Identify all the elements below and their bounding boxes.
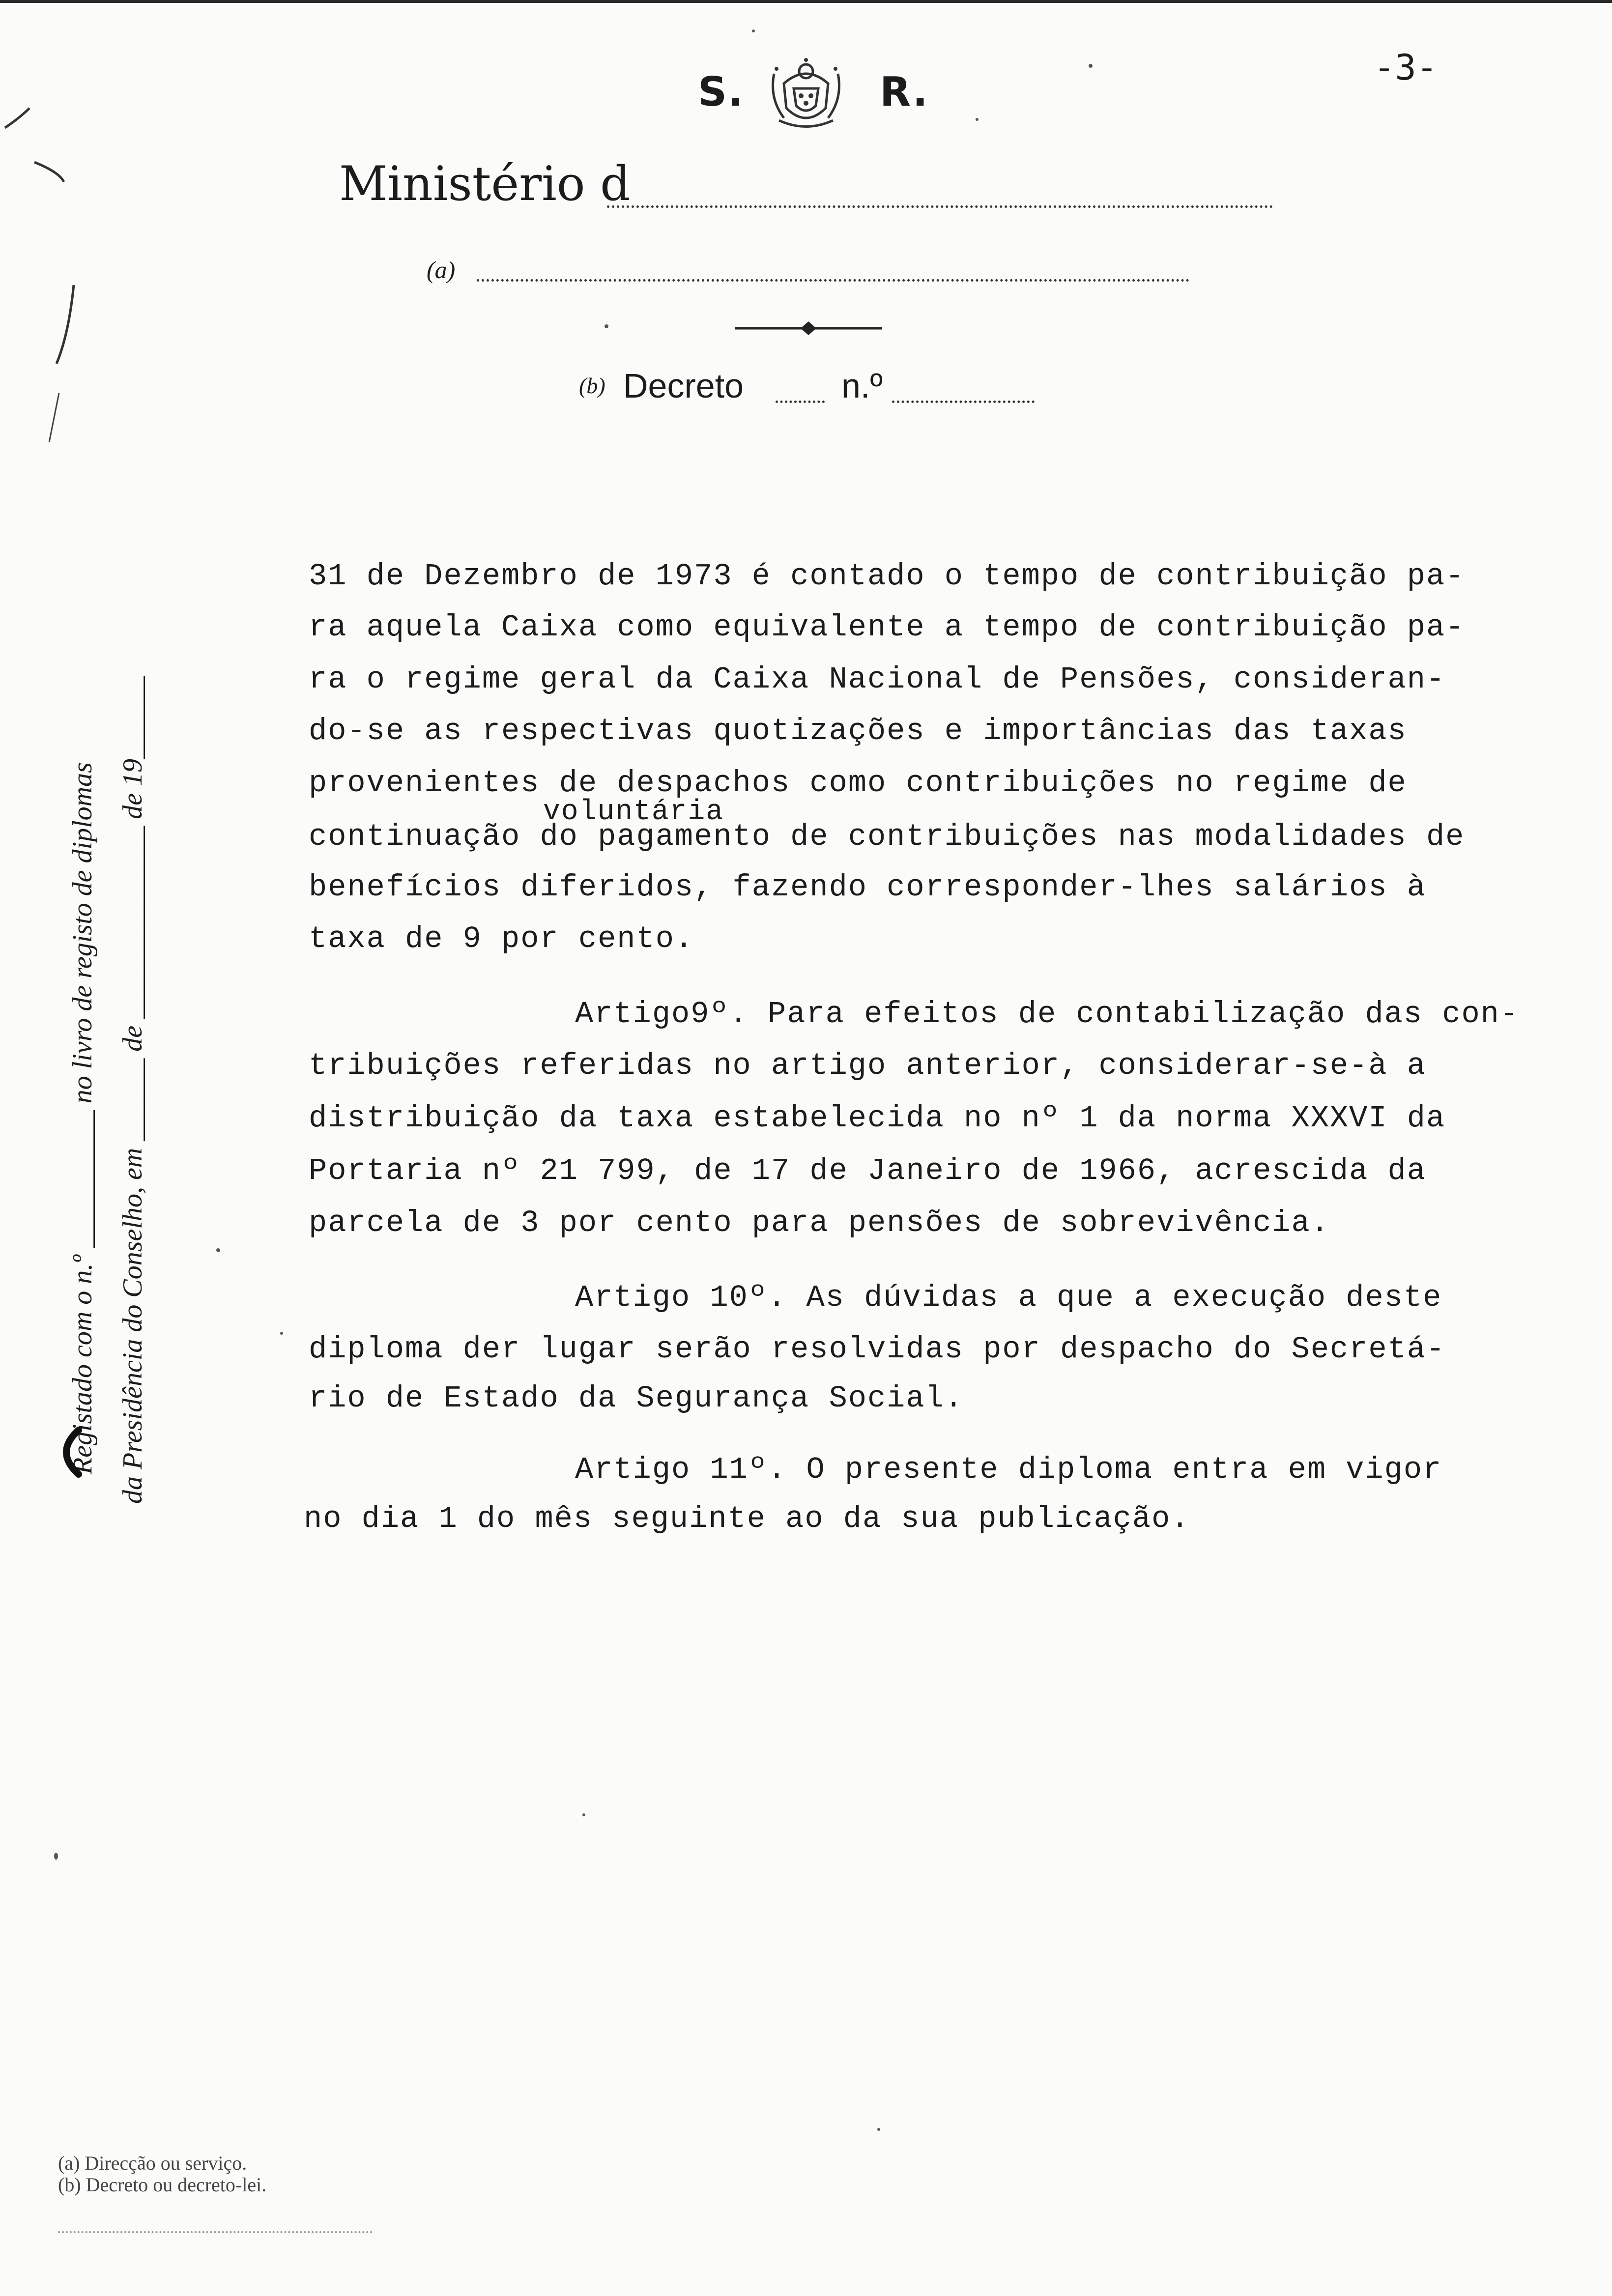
print-code-smudge [58, 2226, 373, 2233]
ministry-label: Ministério d [339, 156, 631, 211]
speck [752, 29, 755, 32]
body-line: parcela de 3 por cento para pensões de sobrevivência. [309, 1205, 1330, 1240]
header-letter-s: S. [698, 69, 745, 115]
article-11-heading-line: Artigo 11º. O presente diploma entra em vigor [575, 1452, 1442, 1487]
body-line: ra aquela Caixa como equivalente a tempo de contribuição pa- [309, 610, 1465, 645]
speck [54, 1853, 58, 1860]
body-line: provenientes de despachos como contribuições no regime de [309, 766, 1407, 801]
article-9-heading-line: Artigo9º. Para efeitos de contabilização das con- [575, 997, 1520, 1032]
body-line: rio de Estado da Segurança Social. [309, 1381, 964, 1416]
body-line: ra o regime geral da Caixa Nacional de Pensões, consideran- [309, 662, 1446, 697]
margin-registration-line: Registado com o n.º __________ no livro de registo de diplomas [67, 762, 98, 1474]
speck [280, 1332, 283, 1335]
article-10-heading-line: Artigo 10º. As dúvidas a que a execução deste [575, 1280, 1442, 1315]
marker-b: (b) [579, 373, 605, 398]
header-letter-r: R. [880, 69, 929, 115]
body-line: 31 de Dezembro de 1973 é contado o tempo de contribuição pa- [309, 559, 1465, 594]
decree-label: Decreto [623, 367, 744, 405]
body-line: no dia 1 do mês seguinte ao da sua publicação. [304, 1501, 1190, 1536]
body-line: tribuições referidas no artigo anterior, considerar-se-à a [309, 1048, 1426, 1083]
body-line: continuação do pagamento de contribuições nas modalidades de [309, 819, 1465, 854]
handwritten-insertion: voluntária [543, 796, 724, 828]
body-line: benefícios diferidos, fazendo corresponder-lhes salários à [309, 870, 1426, 905]
margin-council-line: da Presidência do Conselho, em ______ de ______________ de 19______ [117, 676, 148, 1504]
footnote-b: (b) Decreto ou decreto-lei. [58, 2174, 267, 2196]
speck [604, 324, 608, 328]
speck [976, 118, 979, 121]
ministry-fill-line [607, 205, 1273, 208]
coat-of-arms-icon [764, 54, 848, 133]
decree-type-fill-line [776, 401, 825, 403]
service-fill-line [477, 279, 1189, 282]
body-line: distribuição da taxa estabelecida no nº 1 da norma XXXVI da [309, 1101, 1446, 1136]
margin-bracket-icon [49, 1425, 84, 1479]
top-edge-rule [0, 0, 1612, 3]
speck [216, 1248, 220, 1252]
page-number: -3- [1374, 47, 1438, 88]
body-line: diploma der lugar serão resolvidas por despacho do Secretá- [309, 1332, 1446, 1367]
decree-number-label: n.º [841, 367, 883, 405]
ornament-divider [735, 319, 882, 337]
speck [582, 1813, 585, 1816]
body-line: Portaria nº 21 799, de 17 de Janeiro de 1966, acrescida da [309, 1153, 1426, 1188]
decree-number-fill-line [892, 401, 1035, 403]
footnote-a: (a) Direcção ou serviço. [58, 2152, 247, 2174]
marker-a: (a) [427, 256, 456, 284]
speck [877, 2128, 880, 2131]
margin-pen-marks [0, 88, 98, 472]
body-line: taxa de 9 por cento. [309, 921, 694, 956]
body-line: do-se as respectivas quotizações e importâncias das taxas [309, 714, 1407, 748]
speck [1089, 64, 1093, 68]
